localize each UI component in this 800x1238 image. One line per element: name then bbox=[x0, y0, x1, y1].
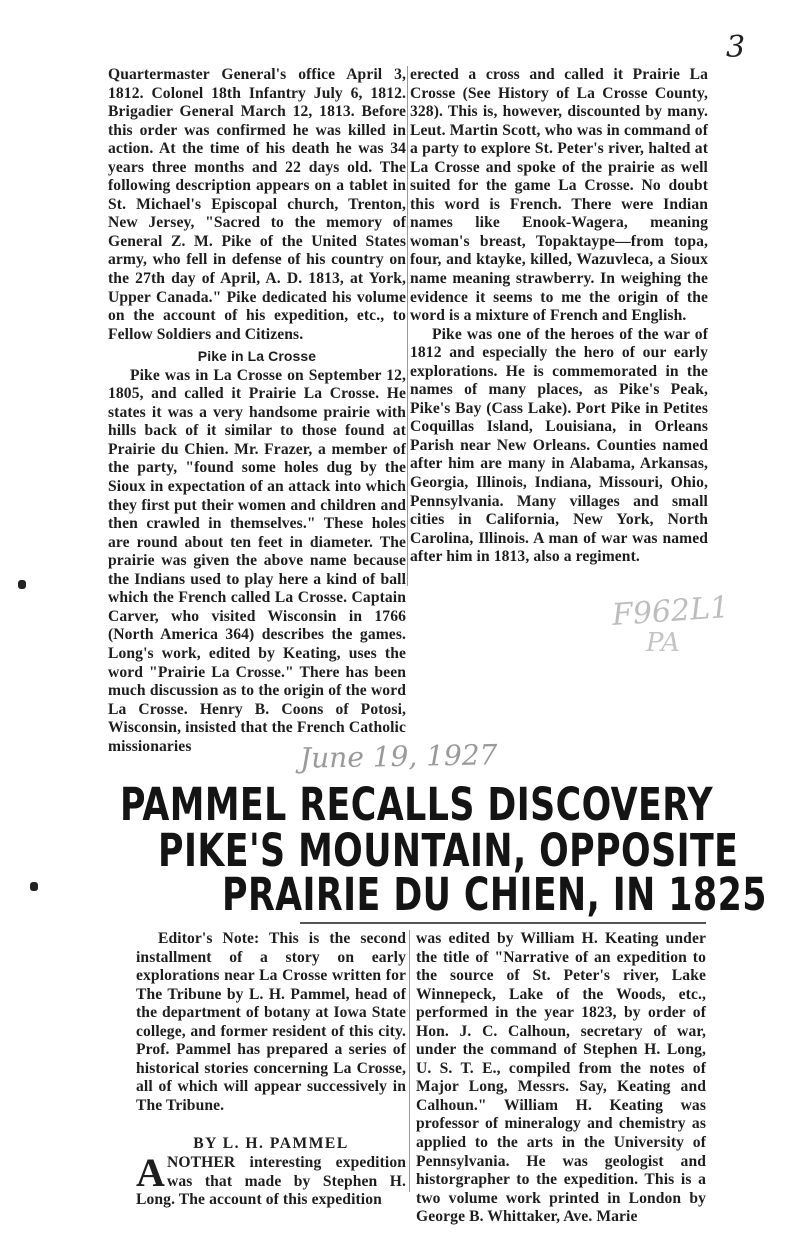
editors-note: Editor's Note: This is the second installment of a story on early explorations near La Crosse written for The Tribune by L. H. Pammel, head of the department of botany at Iowa State college, and former resident of this city. Prof. Pammel has prepared a series of historical stories concerning La Crosse, all of which will appear successively in The Tribune. bbox=[136, 930, 406, 1114]
headline-line-2: PIKE'S MOUNTAIN, OPPOSITE bbox=[158, 824, 739, 877]
byline: BY L. H. PAMMEL bbox=[193, 1135, 349, 1153]
article2-lead-para bbox=[136, 1150, 406, 1210]
handwritten-date: June 19, 1927 bbox=[299, 738, 498, 775]
handwritten-reference-2: PA bbox=[646, 628, 680, 658]
article2-left-column bbox=[136, 930, 406, 1210]
article1-left-column bbox=[108, 66, 406, 756]
article1-left-para2: Pike was in La Crosse on September 12, 1805, and called it Prairie La Crosse. He states it was a very handsome prairie with hills back of it similar to those found at Prairie du Chien. Mr. Frazer, a member of the party, "found some holes dug by the Sioux in expectation of an attack into which they first put their women and children and then crawled in themselves." These holes are round about ten feet in diameter. The prairie was given the above name because the Indians used to play here a kind of ball which the French called La Crosse. Captain Carver, who visited Wisconsin in 1766 (North America 364) describes the games. Long's work, edited by Keating, uses the word "Prairie La Crosse." There has been much discussion as to the origin of the word La Crosse. Henry B. Coons of Potosi, Wisconsin, insisted that the French Catholic missionaries bbox=[108, 366, 406, 755]
article2-right-column bbox=[416, 930, 706, 1227]
headline-rule bbox=[300, 922, 706, 924]
lead-text: NOTHER interesting expedition was that made by Stephen H. Long. The account of this expedition bbox=[136, 1154, 406, 1209]
headline-line-1: PAMMEL RECALLS DISCOVERY bbox=[120, 778, 713, 831]
article1-left-para1: Quartermaster General's office April 3, 1812. Colonel 18th Infantry July 6, 1812. Brigadier General March 12, 1813. Before this order was confirmed he was killed in action. At the time of his death he was 34 years three months and 22 days old. The following description appears on a tablet in St. Michael's Episcopal church, Trenton, New Jersey, "Sacred to the memory of General Z. M. Pike of the United States army, who fell in defense of his country on the 27th day of April, A. D. 1813, at York, Upper Canada." Pike dedicated his volume on the account of his expedition, etc., to Fellow Soldiers and Citizens. bbox=[108, 66, 406, 343]
margin-mark bbox=[18, 580, 26, 589]
column-divider-bottom bbox=[409, 930, 410, 1192]
handwritten-reference: F962L1 bbox=[610, 589, 731, 634]
article2-right-para: was edited by William H. Keating under the title of "Narrative of an expedition to the source of St. Peter's river, Lake Winnepeck, Lake of the Woods, etc., performed in the year 1823, by order of Hon. J. C. Calhoun, secretary of war, under the command of Stephen H. Long, U. S. T. E., compiled from the notes of Major Long, Messrs. Say, Keating and Calhoun." William H. Keating was professor of mineralogy and chemistry as applied to the arts in the University of Pennsylvania. He was geologist and historgrapher to the expedition. This is a two volume work printed in London by George B. Whittaker, Ave. Marie bbox=[416, 930, 706, 1226]
column-divider-top bbox=[407, 66, 408, 586]
article1-subhead: Pike in La Crosse bbox=[197, 348, 317, 365]
drop-cap: A bbox=[136, 1150, 165, 1196]
headline-line-3: PRAIRIE DU CHIEN, IN 1825 bbox=[222, 868, 767, 921]
margin-mark bbox=[30, 882, 38, 891]
page-number: 3 bbox=[726, 30, 746, 65]
article1-right-para2: Pike was one of the heroes of the war of 1812 and especially the hero of our early explorations. He is commemorated in the names of many places, as Pike's Peak, Pike's Bay (Cass Lake). Port Pike in Petites Coquillas Island, Louisiana, in Orleans Parish near New Orleans. Counties named after him are many in Alabama, Arkansas, Georgia, Illinois, Indiana, Missouri, Ohio, Pennsylvania. Many villages and small cities in California, New York, North Carolina, Illinois. A man of war was named after him in 1813, also a regiment. bbox=[410, 325, 708, 566]
article1-right-column bbox=[410, 66, 708, 567]
article1-right-para1: erected a cross and called it Prairie La Crosse (See History of La Crosse County, 328). This is, however, discounted by many. Leut. Martin Scott, who was in command of a party to explore St. Peter's river, halted at La Crosse and spoke of the prairie as well suited for the game La Crosse. No doubt this word is French. There were Indian names like Enook-Wagera, meaning woman's breast, Topaktaype—from topa, four, and ktayke, killed, Wazuvleca, a Sioux name meaning strawberry. In weighing the evidence it seems to me the origin of the word is a mixture of French and English. bbox=[410, 66, 708, 325]
